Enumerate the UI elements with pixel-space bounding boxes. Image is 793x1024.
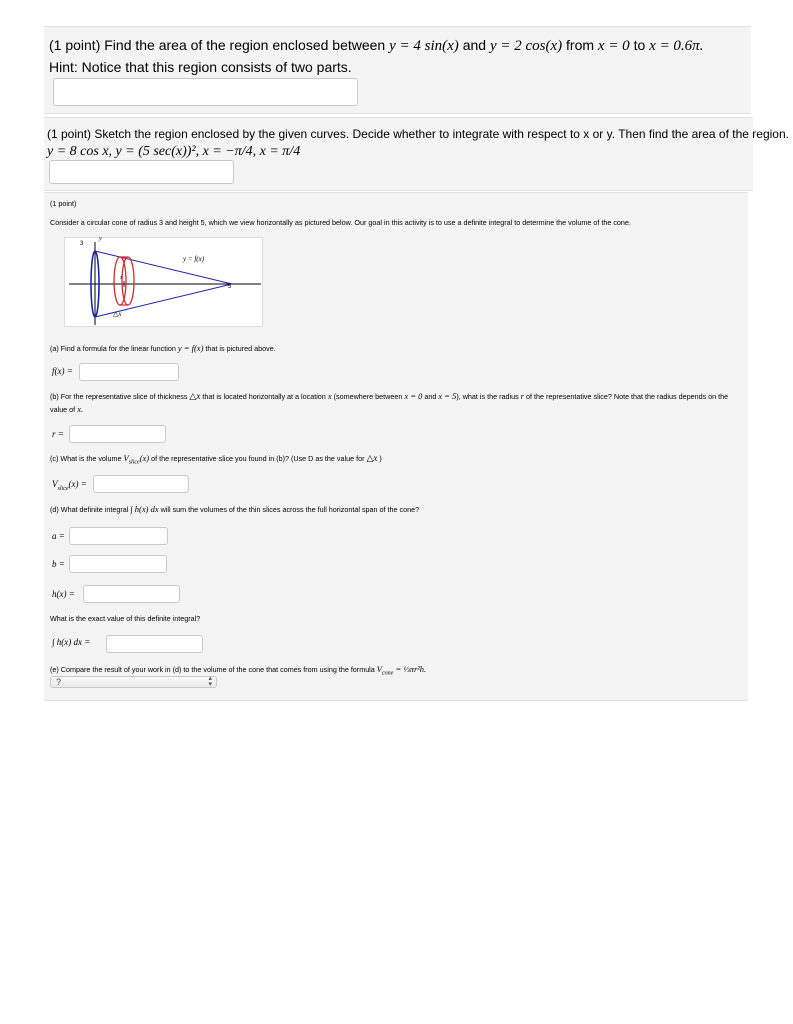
- part-b-range-end: x = 5: [438, 391, 457, 401]
- r-input[interactable]: [69, 425, 166, 443]
- part-b-text-3: (somewhere between: [333, 392, 403, 401]
- cone-figure: [64, 237, 263, 327]
- a-label: a =: [52, 531, 65, 541]
- vslice-label: [52, 479, 87, 492]
- part-d-question: [50, 504, 419, 514]
- part-b-text-5: of the representative slice? Note that the radius depends on the value of: [50, 392, 729, 414]
- vslice-input[interactable]: [93, 475, 189, 493]
- part-a-tail: that is pictured above.: [205, 344, 276, 353]
- part-e-v: V: [376, 664, 382, 674]
- to-text: to: [633, 37, 646, 53]
- hx-input[interactable]: [83, 585, 180, 603]
- part-a-equation: y = f(x): [177, 343, 204, 353]
- part-c-close: ): [379, 454, 382, 463]
- part-e-subscript: cone: [382, 670, 394, 677]
- problem-3-points: (1 point): [50, 199, 77, 208]
- part-d-text-2: will sum the volumes of the thin slices across the full horizontal span of the cone?: [160, 505, 420, 514]
- part-a-text: (a) Find a formula for the linear function: [50, 344, 176, 353]
- exact-value-question: What is the exact value of this definite integral?: [50, 614, 201, 623]
- part-c-vx: (x): [139, 453, 150, 463]
- integral-value-input[interactable]: [106, 635, 203, 653]
- part-e-text: (e) Compare the result of your work in (d) to the volume of the cone that comes from using the formula: [50, 665, 375, 674]
- fx-label: f(x) =: [52, 366, 73, 376]
- part-b-question: [50, 390, 745, 416]
- part-d-text-1: (d) What definite integral: [50, 505, 129, 514]
- and-text: and: [462, 37, 487, 53]
- b-input[interactable]: [69, 555, 167, 573]
- part-c-v: V: [123, 453, 129, 463]
- cone-diagram: [65, 238, 262, 326]
- part-a-question: [50, 343, 276, 353]
- select-arrows-icon: ▴ ▾: [208, 675, 212, 688]
- problem-1-answer-input[interactable]: [53, 78, 358, 106]
- problem-1-hint: Hint: Notice that this region consists of two parts.: [49, 59, 352, 75]
- problem-1-statement: [49, 37, 703, 55]
- part-b-x: x: [327, 391, 332, 401]
- a-input[interactable]: [69, 527, 168, 545]
- problem-2-answer-input[interactable]: [49, 160, 234, 184]
- problem-3-panel: [44, 192, 748, 701]
- figure-label-x: x: [120, 275, 123, 281]
- part-b-dx: △x: [189, 391, 201, 401]
- figure-label-y: y: [99, 236, 102, 242]
- part-c-question: [50, 453, 382, 466]
- part-d-integral: ∫ h(x) dx: [130, 504, 159, 514]
- comparison-select-value: ?: [56, 677, 62, 687]
- upper-bound: x = 0.6π.: [649, 38, 704, 54]
- vslice-sub: slice: [57, 485, 69, 492]
- integral-label-text: ∫ h(x) dx =: [52, 637, 91, 647]
- equation-y-2cosx: y = 2 cos(x): [489, 38, 563, 54]
- r-label: r =: [52, 429, 64, 439]
- problem-1-panel: [44, 26, 751, 114]
- lower-bound: x = 0: [597, 38, 630, 54]
- figure-label-dx: △x: [113, 310, 122, 318]
- part-b-text-1: (b) For the representative slice of thickness: [50, 392, 188, 401]
- fx-input[interactable]: [79, 363, 179, 381]
- part-c-subscript: slice: [128, 459, 140, 466]
- part-c-text-1: (c) What is the volume: [50, 454, 122, 463]
- integral-label: [52, 637, 90, 647]
- problem-2-panel: [44, 117, 789, 191]
- part-b-and: and: [424, 392, 437, 401]
- vslice-tail: (x) =: [68, 479, 87, 489]
- figure-label-3: 3: [80, 241, 84, 247]
- h-label: h(x) =: [52, 589, 75, 599]
- part-b-r: r: [520, 391, 524, 401]
- problem-2-curves: y = 8 cos x, y = (5 sec(x))², x = −π/4, x = π/4: [47, 144, 301, 159]
- comparison-select[interactable]: [50, 676, 217, 688]
- part-b-text-2: that is located horizontally at a location: [202, 392, 326, 401]
- part-b-range-start: x = 0: [404, 391, 423, 401]
- figure-label-5: 5: [228, 284, 232, 290]
- part-e-formula: = ⅓πr²h.: [395, 664, 427, 674]
- part-b-x-2: x.: [77, 404, 84, 414]
- equation-y-4sinx: y = 4 sin(x): [389, 38, 459, 54]
- part-c-dx: △x: [366, 453, 378, 463]
- part-b-text-4: ), what is the radius: [456, 392, 519, 401]
- part-c-text-2: of the representative slice you found in (b)? (Use D as the value for: [151, 454, 365, 463]
- figure-label-fx: y = f(x): [183, 255, 205, 263]
- from-text: from: [566, 37, 595, 53]
- problem-2-statement: (1 point) Sketch the region enclosed by the given curves. Decide whether to integrate with respect to x or y. Then find the area of the region.: [47, 127, 789, 141]
- b-label: b =: [52, 559, 65, 569]
- part-e-question: [50, 664, 426, 677]
- problem-3-intro: Consider a circular cone of radius 3 and height 5, which we view horizontally as pictured below. Our goal in this activity is to use a definite integral to determine the volume of the cone.: [50, 218, 631, 227]
- vslice-v: V: [52, 479, 58, 489]
- problem-1-prefix: (1 point) Find the area of the region enclosed between: [49, 37, 386, 53]
